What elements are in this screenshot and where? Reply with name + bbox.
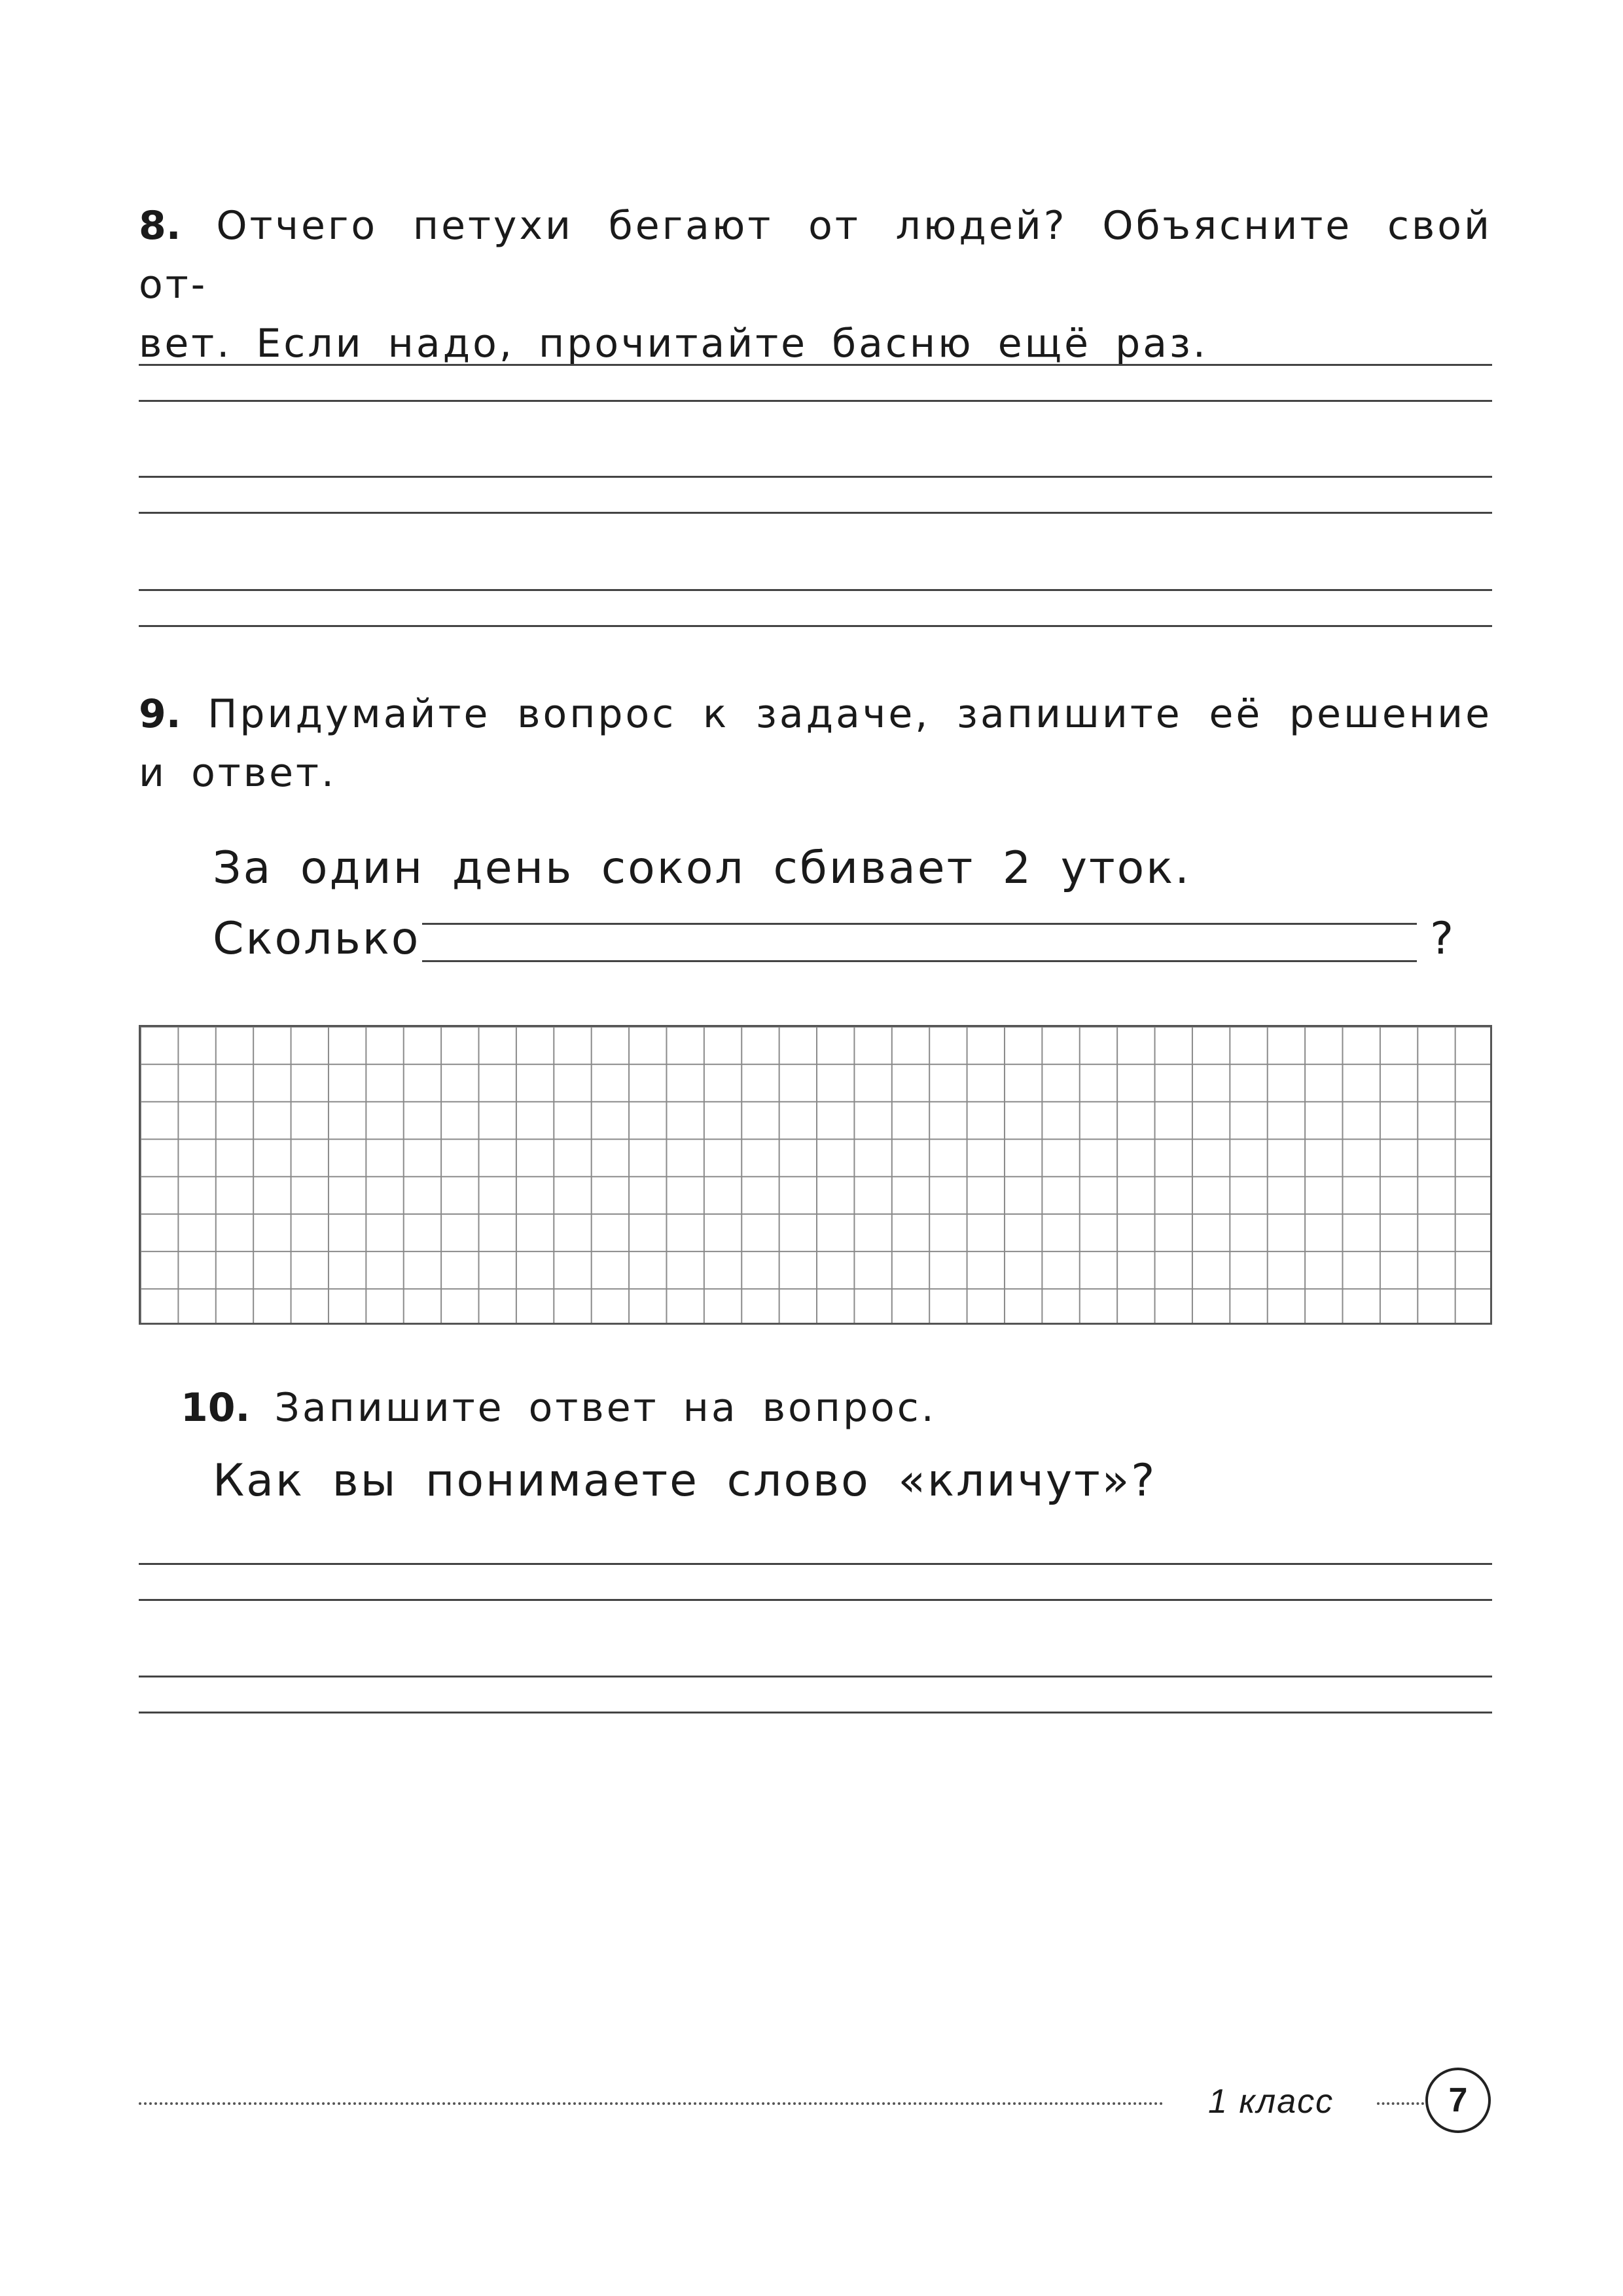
task-8-line-1 xyxy=(139,196,1492,314)
task-8-line-2: вет. Если надо, прочитайте басню ещё раз. xyxy=(139,321,1208,367)
task-8-answer-line-3[interactable] xyxy=(139,589,1492,627)
task-10-answer-line-2[interactable] xyxy=(139,1676,1492,1713)
task-9-line-1-text: Придумайте вопрос к задаче, запишите её решение xyxy=(207,691,1492,737)
task-9-line-1 xyxy=(139,685,1492,744)
task-8-line-1-text: Отчего петухи бегают от людей? Объясните свой от- xyxy=(139,203,1493,308)
task-9-line-2: и ответ. xyxy=(139,750,337,796)
task-9-number: 9. xyxy=(139,691,181,737)
footer-dotted-line-right xyxy=(1377,2102,1424,2105)
footer-dotted-line-left xyxy=(139,2102,1164,2105)
task-10-number: 10. xyxy=(181,1385,251,1431)
task-8-answer-line-1[interactable] xyxy=(139,364,1492,402)
task-9-text xyxy=(139,685,1492,802)
task-9-question-mark: ? xyxy=(1430,913,1454,965)
task-10-line-1-text: Запишите ответ на вопрос. xyxy=(274,1385,936,1431)
task-8-number: 8. xyxy=(139,203,181,249)
task-8-answer-line-2[interactable] xyxy=(139,476,1492,514)
task-10-answer-line-1[interactable] xyxy=(139,1563,1492,1601)
task-9-solution-grid[interactable] xyxy=(139,1025,1492,1325)
page-number-badge: 7 xyxy=(1425,2068,1491,2133)
task-9-question-fill-line[interactable] xyxy=(422,923,1417,962)
task-10-question: Как вы понимаете слово «кличут»? xyxy=(213,1455,1157,1507)
task-9-problem: За один день сокол сбивает 2 уток. xyxy=(213,842,1191,894)
footer-grade-label: 1 класс xyxy=(1208,2083,1334,2121)
task-9-question-start: Сколько xyxy=(213,913,421,965)
task-8-text xyxy=(139,196,1492,373)
task-10-text xyxy=(139,1378,1492,1437)
task-10-line-1 xyxy=(181,1378,1492,1437)
